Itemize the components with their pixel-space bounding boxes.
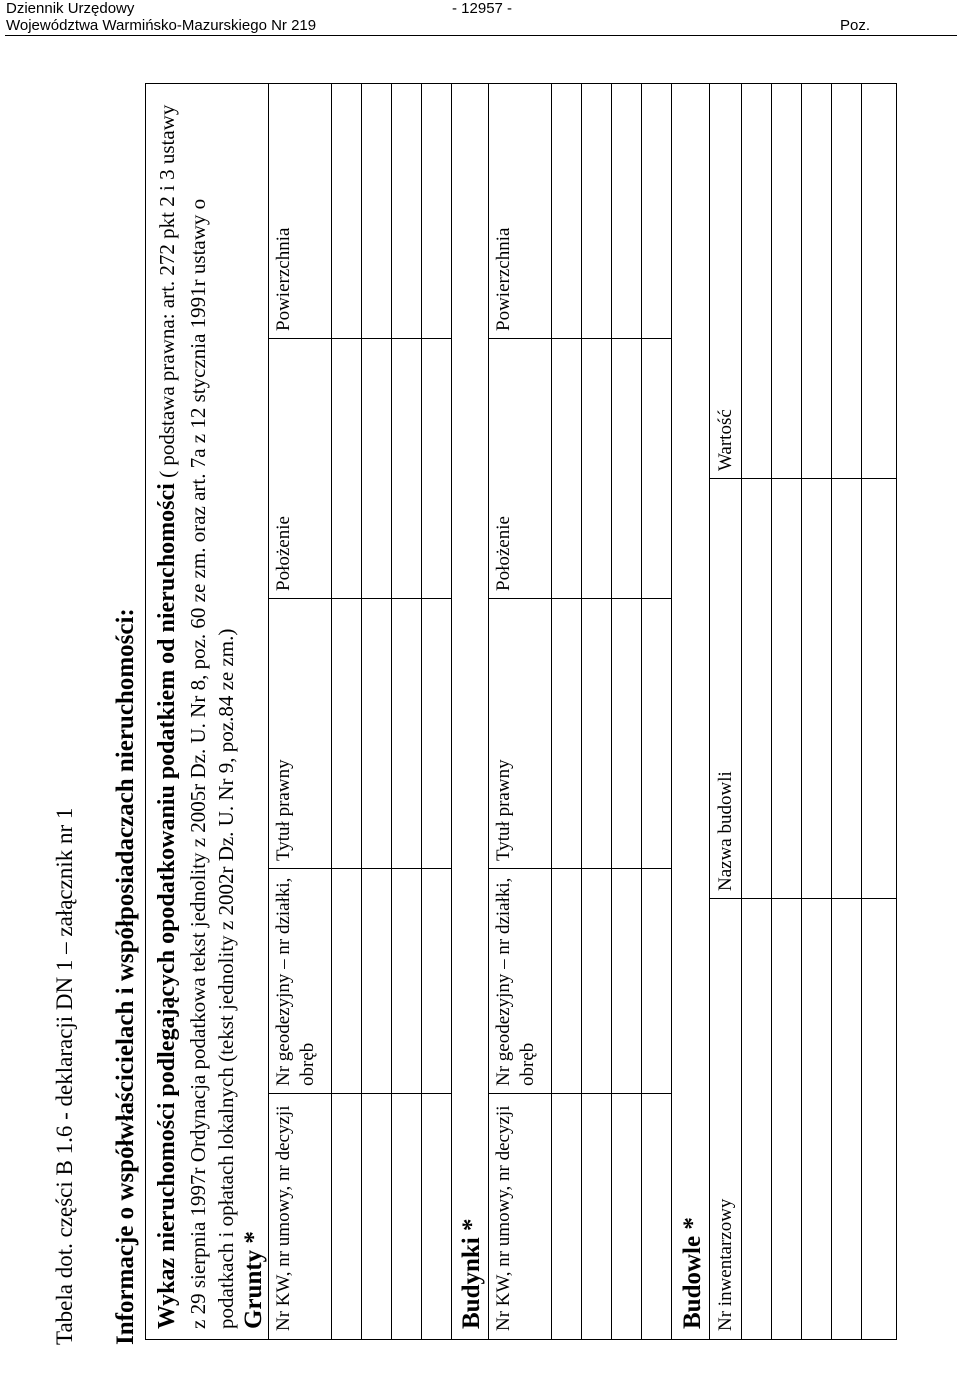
grunty-col-divider	[268, 868, 451, 869]
voivodeship-name: Województwa Warmińsko-Mazurskiego Nr 219	[6, 17, 317, 34]
intro-line-2: z 29 sierpnia 1997r Ordynacja podatkowa tekst jednolity z 2005r Dz. U. Nr 8, poz. 60 ze zm. oraz art. 7a z 12 stycznia 1991r ustawy o	[186, 198, 210, 1329]
budynki-row-line	[611, 84, 612, 1339]
budynki-col-title: Tytuł prawny	[493, 759, 514, 861]
grunty-col-divider	[268, 598, 451, 599]
journal-name: Dziennik Urzędowy	[6, 0, 135, 17]
budynki-row-line	[581, 84, 582, 1339]
grunty-row-line	[421, 84, 422, 1339]
budynki-row-line	[641, 84, 642, 1339]
budynki-col-divider	[488, 1093, 671, 1094]
grunty-header-top	[268, 84, 269, 1339]
section-title: Informacje o współwłaścicielach i współposiadaczach nieruchomości:	[112, 608, 139, 1345]
grunty-col-divider	[268, 1093, 451, 1094]
budynki-col-geodesy: Nr geodezyjny – nr działki, obręb	[493, 877, 538, 1086]
budynki-header-bottom	[551, 84, 552, 1339]
grunty-title: Grunty *	[240, 1231, 267, 1329]
form-table	[145, 83, 897, 1340]
grunty-col-title: Tytuł prawny	[273, 759, 294, 861]
grunty-col-area: Powierzchnia	[273, 227, 294, 331]
intro-line-1	[154, 105, 181, 1329]
budynki-title: Budynki *	[458, 1218, 485, 1329]
budynki-col-kw: Nr KW, nr umowy, nr decyzji	[493, 1105, 514, 1331]
grunty-col-divider	[268, 338, 451, 339]
budowle-title: Budowle *	[679, 1217, 706, 1329]
budynki-row-line	[671, 84, 672, 1339]
budowle-header-bottom	[741, 84, 742, 1339]
header-rule	[5, 35, 957, 36]
poz-label: Poz.	[839, 17, 870, 34]
budowle-row-line	[861, 84, 862, 1339]
grunty-row-line	[451, 84, 452, 1339]
grunty-col-geodesy: Nr geodezyjny – nr działki, obręb	[273, 877, 318, 1086]
grunty-col-location: Położenie	[273, 516, 294, 591]
intro-line-3: podatkach i opłatach lokalnych (tekst jednolity z 2002r Dz. U. Nr 9, poz.84 ze zm.)	[214, 628, 238, 1329]
budynki-col-location: Położenie	[493, 516, 514, 591]
intro-line-1-rest: ( podstawa prawna: art. 272 pkt 2 i 3 ustawy	[155, 104, 179, 478]
grunty-row-line	[391, 84, 392, 1339]
grunty-header-bottom	[331, 84, 332, 1339]
table-caption: Tabela dot. części B 1.6 - deklaracji DN 1 – załącznik nr 1	[52, 807, 77, 1345]
budynki-col-area: Powierzchnia	[493, 227, 514, 331]
budynki-header-top	[488, 84, 489, 1339]
page-number: - 12957 -	[452, 0, 513, 17]
budowle-row-line	[831, 84, 832, 1339]
budynki-col-divider	[488, 868, 671, 869]
grunty-col-kw: Nr KW, nr umowy, nr decyzji	[273, 1105, 294, 1331]
budynki-col-divider	[488, 338, 671, 339]
budowle-col-name: Nazwa budowli	[715, 771, 736, 891]
budowle-col-divider	[709, 898, 896, 899]
rotated-page	[0, 45, 880, 1355]
intro-bold: Wykaz nieruchomości podlegających opodatkowaniu podatkiem od nieruchomości	[154, 483, 180, 1329]
budowle-col-divider	[709, 478, 896, 479]
budynki-col-divider	[488, 598, 671, 599]
budowle-col-value: Wartość	[715, 409, 736, 471]
budowle-row-line	[771, 84, 772, 1339]
budowle-row-line	[801, 84, 802, 1339]
grunty-row-line	[361, 84, 362, 1339]
budowle-header-top	[709, 84, 710, 1339]
budowle-col-inventory: Nr inwentarzowy	[715, 1198, 736, 1331]
